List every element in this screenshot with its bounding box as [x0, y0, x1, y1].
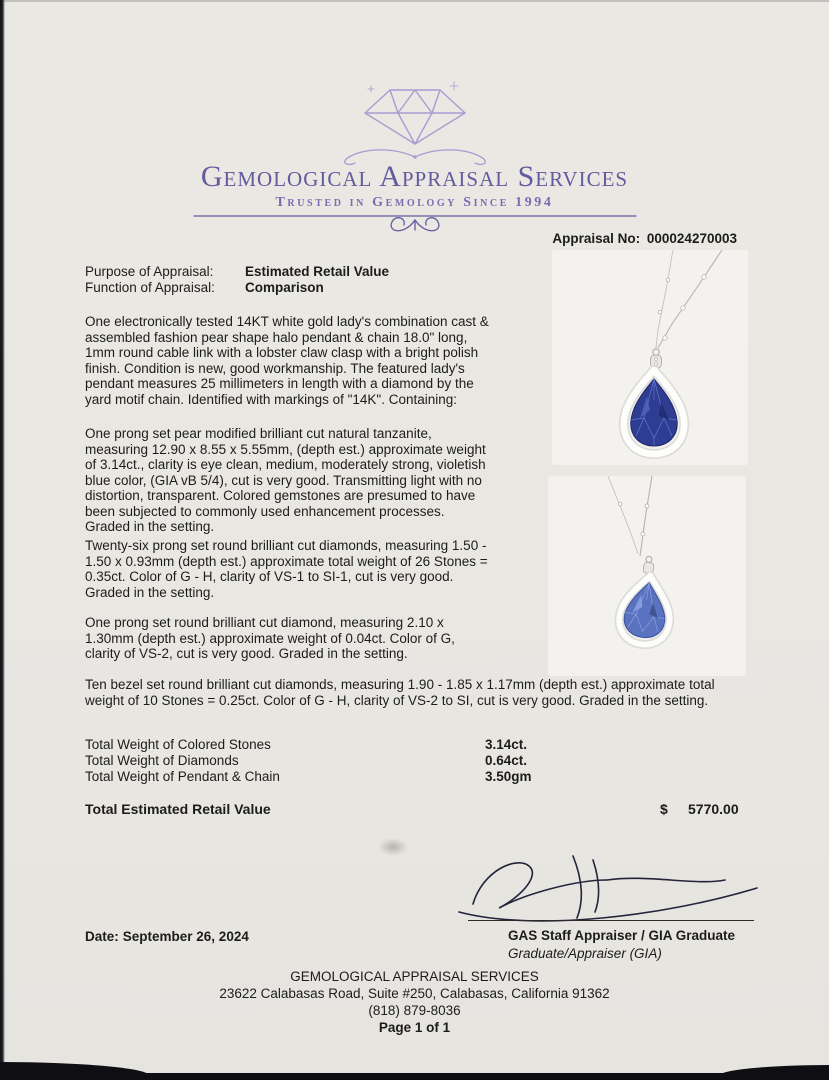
- retail-amount: 5770.00: [688, 801, 739, 817]
- scan-smudge: [378, 838, 408, 856]
- date-label: Date:: [85, 929, 119, 944]
- signer-credentials: Graduate/Appraiser (GIA): [508, 946, 662, 961]
- total-pendant-chain-value: 3.50gm: [485, 768, 532, 784]
- function-label: Function of Appraisal:: [85, 279, 215, 295]
- scan-corner-bottom-left: [0, 1062, 150, 1076]
- appraisal-meta: [85, 264, 389, 296]
- total-pendant-chain-row: [85, 769, 532, 785]
- appraisal-number-label: Appraisal No:: [552, 231, 641, 246]
- purpose-label: Purpose of Appraisal:: [85, 264, 214, 279]
- signer-title: GAS Staff Appraiser / GIA Graduate: [508, 928, 736, 943]
- description-paragraph-item: One electronically tested 14KT white gold lady's combination cast & assembled fashion pear shape halo pendant & chain 18.0" long, 1mm round cable link with a lobster claw clasp with a bright polish finish. Condition is new, good workmanship. The featured lady's pendant measures 25 millimeters in length with a diamond by the yard motif chain. Identified with markings of "14K". Containing:: [85, 314, 489, 407]
- purpose-value: Estimated Retail Value: [245, 264, 390, 279]
- total-diamonds-label: Total Weight of Diamonds: [85, 752, 239, 768]
- footer-phone: (818) 879-8036: [368, 1003, 461, 1018]
- footer-page-number: Page 1 of 1: [378, 1020, 451, 1035]
- total-diamonds-row: [85, 753, 532, 769]
- scan-corner-bottom-right: [719, 1065, 829, 1076]
- org-title: Gemological Appraisal Services: [200, 160, 629, 193]
- total-diamonds-value: 0.64ct.: [485, 752, 528, 768]
- appraisal-date: [85, 929, 253, 944]
- total-colored-stones-label: Total Weight of Colored Stones: [85, 737, 271, 752]
- signature-line: [468, 920, 754, 921]
- pendant-photo-angle: [548, 476, 746, 679]
- description-paragraph-tanzanite: One prong set pear modified brilliant cut natural tanzanite, measuring 12.90 x 8.55 x 5.55mm, (depth est.) approximate weight of 3.14ct., clarity is eye clean, medium, moderately strong, violetish blue color, (GIA vB 5/4), cut is very good. Transmitting light with no distortion, transparent. Colored gemstones are presumed to have been subjected to commonly used enhancement processes. Graded in the setting.: [85, 426, 486, 534]
- retail-currency-symbol: $: [660, 801, 668, 817]
- purpose-row: [85, 264, 389, 280]
- retail-value-label: Total Estimated Retail Value: [85, 801, 271, 817]
- date-value: September 26, 2024: [122, 929, 249, 944]
- scan-edge-top: [0, 0, 829, 2]
- appraisal-number-value: 000024270003: [646, 231, 737, 246]
- description-paragraph-accent-diamond: One prong set round brilliant cut diamond, measuring 2.10 x 1.30mm (depth est.) approximate weight of 0.04ct. Color of G, clarity of VS-2, cut is very good. Graded in the setting.: [85, 615, 455, 661]
- total-colored-stones-row: [85, 737, 532, 753]
- description-paragraph-halo-diamonds: Twenty-six prong set round brilliant cut diamonds, measuring 1.50 - 1.50 x 0.93mm (depth est.) approximate total weight of 26 Stones = 0.35ct. Color of G - H, clarity of VS-1 to SI-1, cut is very good. Graded in the setting.: [85, 538, 488, 600]
- footer-org-name: GEMOLOGICAL APPRAISAL SERVICES: [290, 969, 539, 984]
- total-pendant-chain-label: Total Weight of Pendant & Chain: [85, 768, 280, 784]
- pendant-photo-front: [552, 250, 748, 468]
- description-paragraph-chain-diamonds: Ten bezel set round brilliant cut diamonds, measuring 1.90 - 1.85 x 1.17mm (depth est.) approximate total weight of 10 Stones = 0.25ct. Color of G - H, clarity of VS-2 to SI, cut is very good. Graded in the setting.: [85, 677, 715, 708]
- org-tagline: Trusted in Gemology Since 1994: [275, 195, 554, 210]
- weight-totals: [85, 737, 532, 784]
- function-value: Comparison: [245, 279, 324, 295]
- diamond-logo-icon: [359, 78, 471, 151]
- appraisal-number: [549, 231, 737, 246]
- estimated-retail-value-row: [85, 801, 769, 817]
- appraiser-signature: [455, 850, 765, 927]
- total-colored-stones-value: 3.14ct.: [485, 737, 528, 752]
- footer-address: 23622 Calabasas Road, Suite #250, Calabasas, California 91362: [219, 986, 610, 1001]
- function-row: [85, 280, 389, 296]
